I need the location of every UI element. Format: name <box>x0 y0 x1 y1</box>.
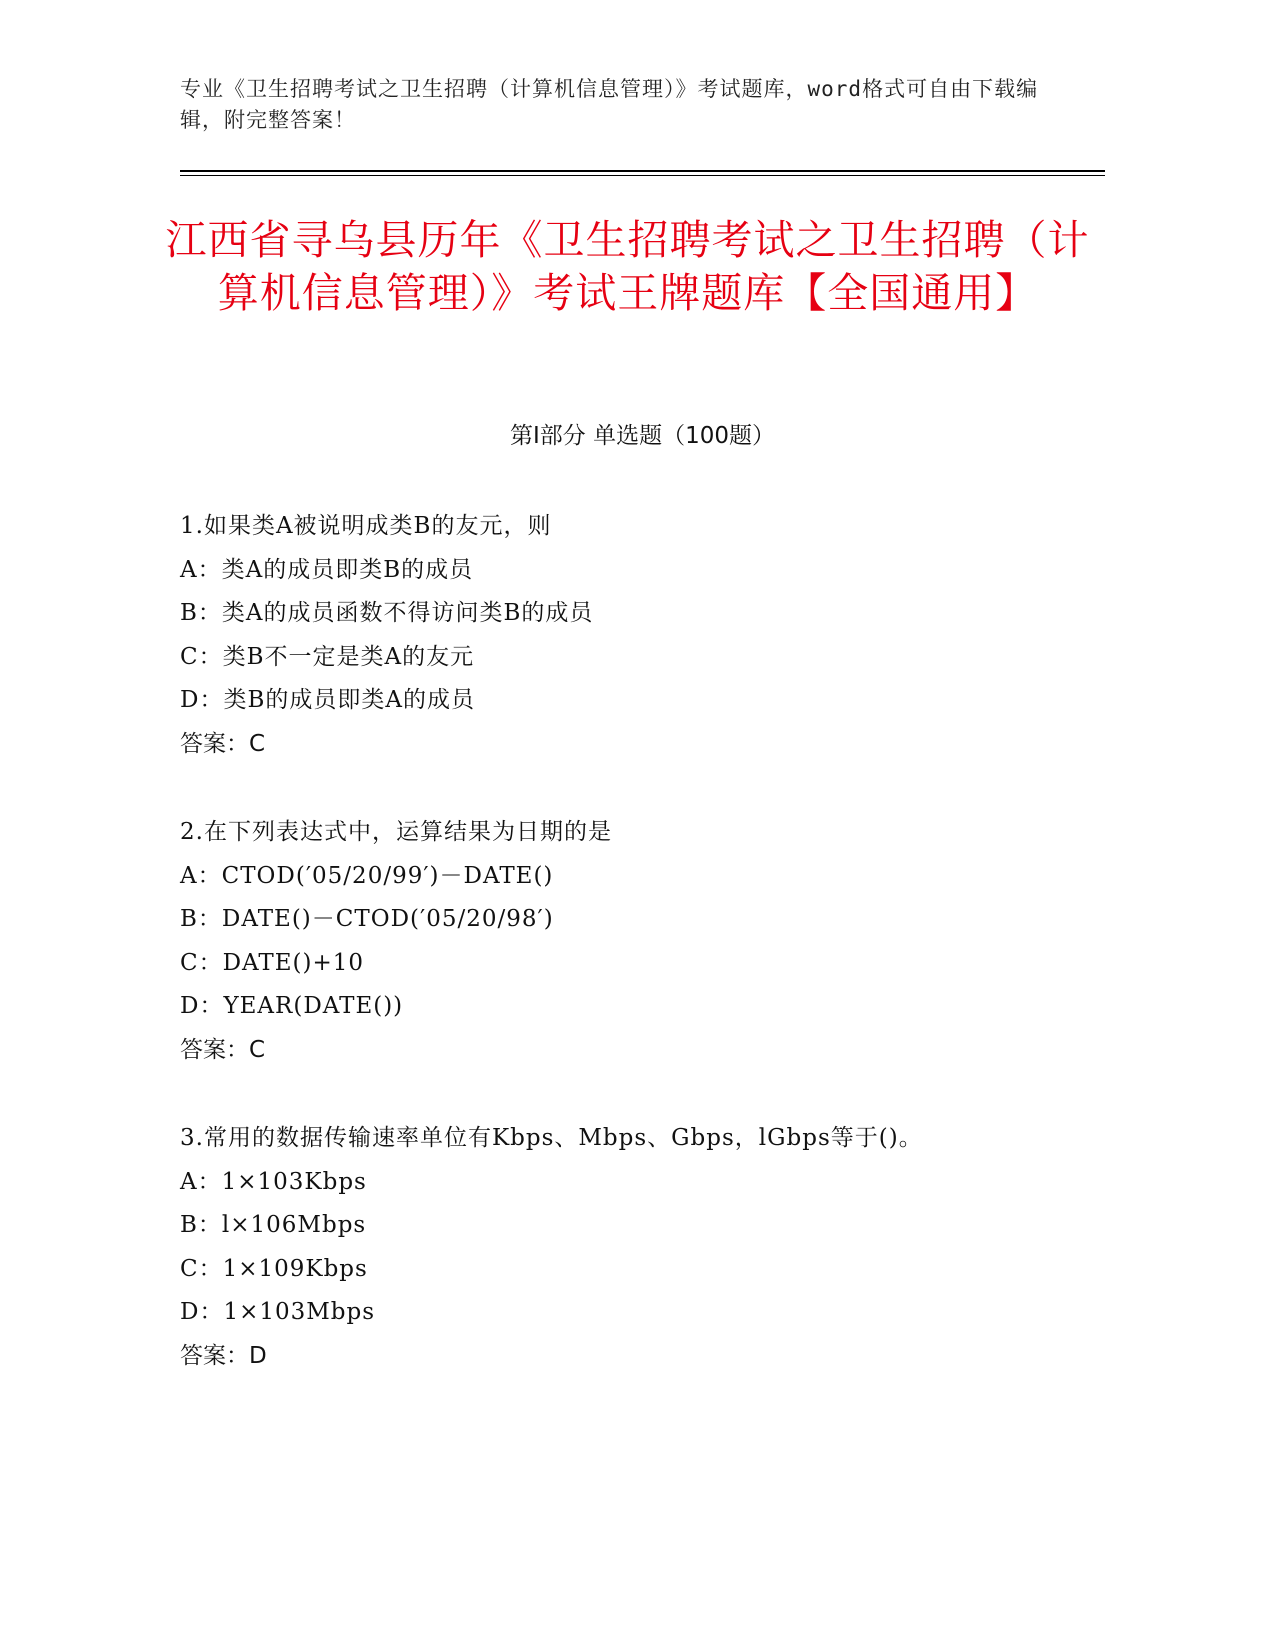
option-d: D：YEAR(DATE()) <box>180 993 404 1019</box>
option-c: C：DATE()+10 <box>180 949 365 976</box>
option-a: A：1×103Kbps <box>180 1168 367 1195</box>
section-heading: 第Ⅰ部分 单选题（100题） <box>510 423 775 449</box>
question-2 <box>180 811 1105 1072</box>
option-b: B：类A的成员函数不得访问类B的成员 <box>180 600 594 626</box>
question-3 <box>180 1117 1105 1378</box>
option-d: D：类B的成员即类A的成员 <box>180 687 475 713</box>
answer: 答案：C <box>180 730 266 757</box>
question-stem: 2.在下列表达式中，运算结果为日期的是 <box>180 819 612 845</box>
option-d: D：1×103Mbps <box>180 1299 376 1325</box>
option-b: B：DATE()－CTOD(′05/20/98′) <box>180 906 554 932</box>
answer: 答案：D <box>180 1342 267 1369</box>
header-rule-thick <box>180 170 1105 172</box>
header-rule-thin <box>180 175 1105 176</box>
header-note: 专业《卫生招聘考试之卫生招聘（计算机信息管理）》考试题库，word格式可自由下载编辑，附完整答案！ <box>180 77 1039 132</box>
question-stem: 3.常用的数据传输速率单位有Kbps、Mbps、Gbps，lGbps等于()。 <box>180 1125 923 1151</box>
document-title: 江西省寻乌县历年《卫生招聘考试之卫生招聘（计算机信息管理）》考试王牌题库【全国通用】 <box>165 216 1090 317</box>
option-c: C：1×109Kbps <box>180 1255 368 1282</box>
option-a: A：CTOD(′05/20/99′)－DATE() <box>180 862 554 889</box>
option-b: B：l×106Mbps <box>180 1212 367 1238</box>
question-1 <box>180 505 1105 766</box>
question-stem: 1.如果类A被说明成类B的友元，则 <box>180 513 552 539</box>
answer: 答案：C <box>180 1036 266 1063</box>
option-c: C：类B不一定是类A的友元 <box>180 643 475 670</box>
option-a: A：类A的成员即类B的成员 <box>180 556 474 583</box>
